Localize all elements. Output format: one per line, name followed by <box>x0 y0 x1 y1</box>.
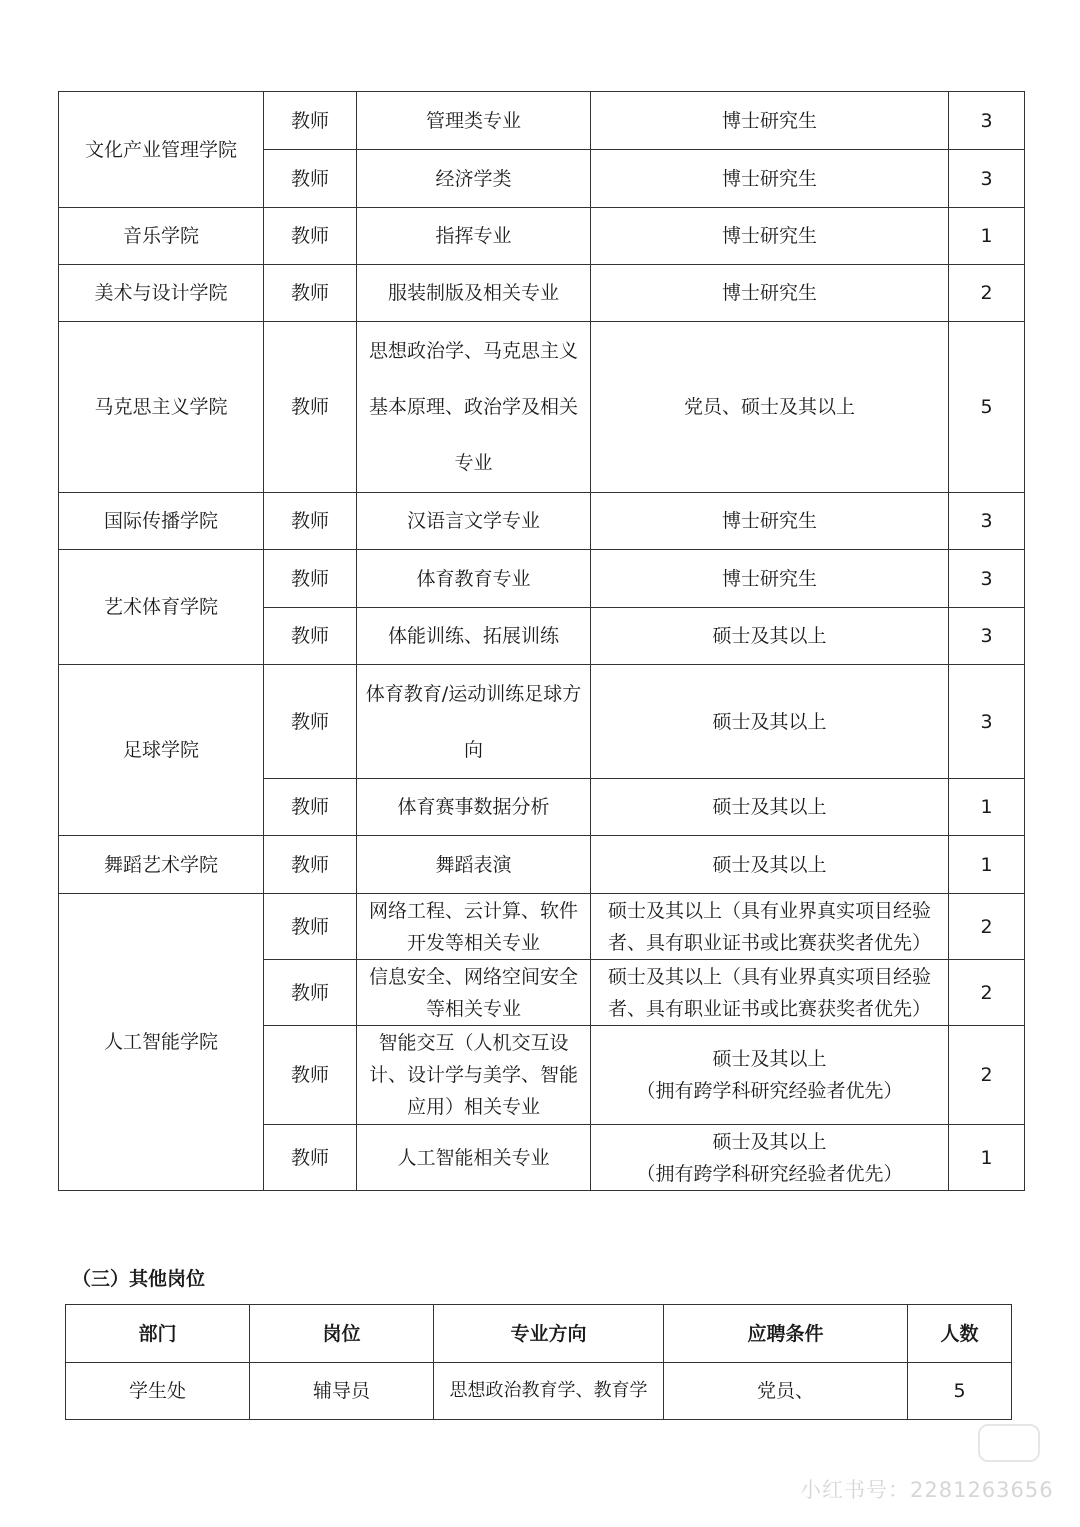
table-row <box>59 894 1025 960</box>
table-row <box>59 265 1025 322</box>
position-cell: 教师 <box>264 665 357 779</box>
count-cell: 1 <box>949 208 1025 265</box>
major-cell: 体能训练、拓展训练 <box>357 608 591 665</box>
position-cell: 教师 <box>264 836 357 894</box>
position-cell: 教师 <box>264 265 357 322</box>
major-cell: 智能交互（人机交互设计、设计学与美学、智能应用）相关专业 <box>357 1026 591 1125</box>
count-cell: 1 <box>949 1125 1025 1191</box>
position-cell: 教师 <box>264 550 357 608</box>
requirement-cell <box>591 1026 949 1125</box>
major-cell: 体育教育专业 <box>357 550 591 608</box>
count-cell: 3 <box>949 550 1025 608</box>
watermark: 小红书号：2281263656 <box>800 1478 1054 1502</box>
major-cell: 指挥专业 <box>357 208 591 265</box>
count-cell: 1 <box>949 836 1025 894</box>
count-cell: 3 <box>949 150 1025 208</box>
requirement-note: （拥有跨学科研究经验者优先） <box>636 1080 903 1102</box>
position-cell: 教师 <box>264 208 357 265</box>
requirement-cell: 博士研究生 <box>591 550 949 608</box>
requirement-cell: 硕士及其以上（具有业界真实项目经验者、具有职业证书或比赛获奖者优先） <box>591 894 949 960</box>
header-department: 部门 <box>66 1305 250 1363</box>
table-row <box>59 322 1025 493</box>
position-cell: 教师 <box>264 1125 357 1191</box>
table-row <box>59 493 1025 550</box>
major-cell: 服装制版及相关专业 <box>357 265 591 322</box>
count-cell: 1 <box>949 779 1025 836</box>
count-cell: 2 <box>949 894 1025 960</box>
watermark-logo <box>978 1424 1040 1462</box>
table-row <box>59 550 1025 608</box>
major-cell: 思想政治教育学、教育学 <box>434 1363 664 1420</box>
college-cell: 音乐学院 <box>59 208 264 265</box>
header-major: 专业方向 <box>434 1305 664 1363</box>
requirement-cell: 博士研究生 <box>591 92 949 150</box>
position-cell: 教师 <box>264 1026 357 1125</box>
college-cell: 人工智能学院 <box>59 894 264 1191</box>
college-cell: 美术与设计学院 <box>59 265 264 322</box>
count-cell: 2 <box>949 265 1025 322</box>
college-cell: 国际传播学院 <box>59 493 264 550</box>
position-cell: 教师 <box>264 322 357 493</box>
position-cell: 教师 <box>264 960 357 1026</box>
requirement-cell <box>591 1125 949 1191</box>
requirement-cell: 硕士及其以上 <box>591 779 949 836</box>
count-cell: 2 <box>949 1026 1025 1125</box>
major-cell: 信息安全、网络空间安全等相关专业 <box>357 960 591 1026</box>
header-position: 岗位 <box>250 1305 434 1363</box>
table-row <box>59 665 1025 779</box>
count-cell: 3 <box>949 493 1025 550</box>
major-cell: 思想政治学、马克思主义基本原理、政治学及相关专业 <box>357 322 591 493</box>
requirement-cell: 博士研究生 <box>591 265 949 322</box>
table-row <box>66 1363 1012 1420</box>
department-cell: 学生处 <box>66 1363 250 1420</box>
position-cell: 教师 <box>264 894 357 960</box>
requirement-line: 硕士及其以上 <box>712 1048 827 1070</box>
college-cell: 艺术体育学院 <box>59 550 264 665</box>
major-cell: 舞蹈表演 <box>357 836 591 894</box>
table-row <box>59 208 1025 265</box>
position-cell: 教师 <box>264 493 357 550</box>
requirement-cell: 博士研究生 <box>591 208 949 265</box>
requirement-cell: 党员、 <box>664 1363 908 1420</box>
other-positions-table <box>65 1304 1012 1420</box>
major-cell: 网络工程、云计算、软件开发等相关专业 <box>357 894 591 960</box>
position-cell: 教师 <box>264 92 357 150</box>
count-cell: 3 <box>949 608 1025 665</box>
requirement-cell: 硕士及其以上 <box>591 608 949 665</box>
major-cell: 汉语言文学专业 <box>357 493 591 550</box>
requirement-cell: 博士研究生 <box>591 493 949 550</box>
header-count: 人数 <box>908 1305 1012 1363</box>
requirement-cell: 博士研究生 <box>591 150 949 208</box>
table-row <box>59 836 1025 894</box>
position-cell: 教师 <box>264 779 357 836</box>
major-cell: 管理类专业 <box>357 92 591 150</box>
major-cell: 经济学类 <box>357 150 591 208</box>
college-cell: 足球学院 <box>59 665 264 836</box>
table-header-row <box>66 1305 1012 1363</box>
teacher-positions-table <box>58 91 1025 1191</box>
college-cell: 文化产业管理学院 <box>59 92 264 208</box>
requirement-cell: 硕士及其以上（具有业界真实项目经验者、具有职业证书或比赛获奖者优先） <box>591 960 949 1026</box>
requirement-line: 硕士及其以上 <box>712 1130 827 1153</box>
requirement-cell: 党员、硕士及其以上 <box>591 322 949 493</box>
count-cell: 5 <box>908 1363 1012 1420</box>
position-cell: 教师 <box>264 608 357 665</box>
header-requirement: 应聘条件 <box>664 1305 908 1363</box>
count-cell: 2 <box>949 960 1025 1026</box>
college-cell: 舞蹈艺术学院 <box>59 836 264 894</box>
position-cell: 教师 <box>264 150 357 208</box>
table-row <box>59 92 1025 150</box>
requirement-note: （拥有跨学科研究经验者优先） <box>636 1162 903 1185</box>
college-cell: 马克思主义学院 <box>59 322 264 493</box>
major-cell: 体育赛事数据分析 <box>357 779 591 836</box>
major-cell: 体育教育/运动训练足球方向 <box>357 665 591 779</box>
position-cell: 辅导员 <box>250 1363 434 1420</box>
count-cell: 3 <box>949 665 1025 779</box>
requirement-cell: 硕士及其以上 <box>591 665 949 779</box>
requirement-cell: 硕士及其以上 <box>591 836 949 894</box>
count-cell: 5 <box>949 322 1025 493</box>
section-title: （三）其他岗位 <box>72 1268 206 1290</box>
major-cell: 人工智能相关专业 <box>357 1125 591 1191</box>
count-cell: 3 <box>949 92 1025 150</box>
